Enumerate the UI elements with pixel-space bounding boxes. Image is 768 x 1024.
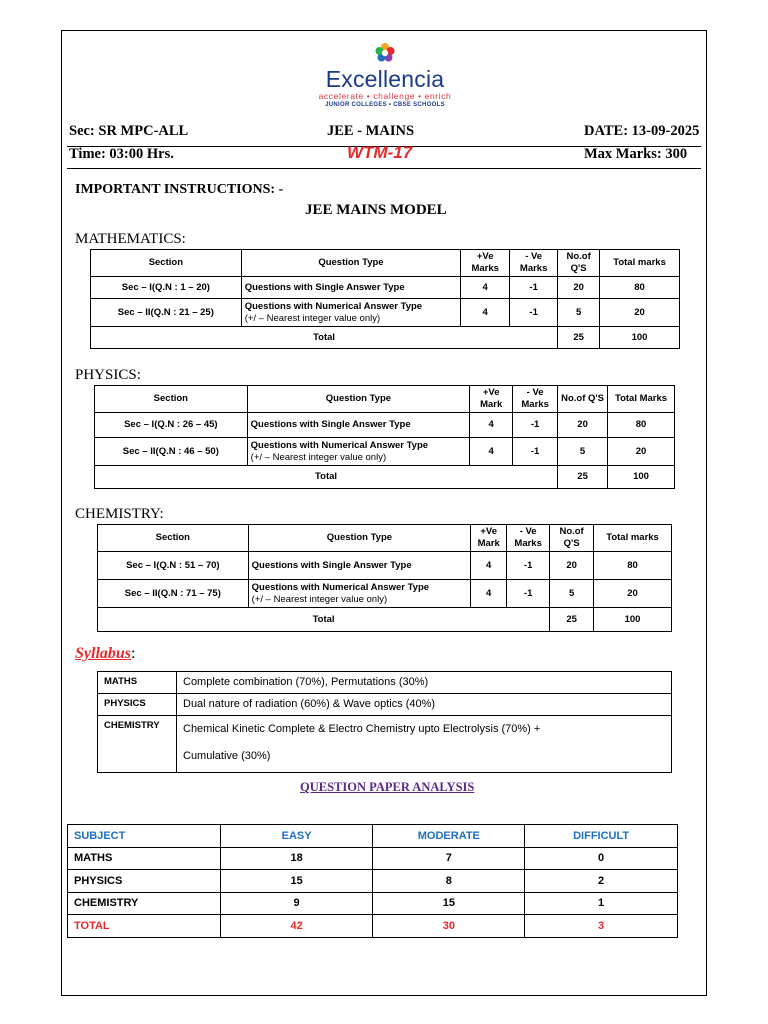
positive-marks-cell: 4 (471, 580, 507, 608)
column-header: +Ve Marks (461, 250, 510, 277)
section-cell: Sec – I(Q.N : 1 – 20) (91, 277, 242, 299)
total-row (68, 915, 678, 938)
question-type-cell (248, 580, 471, 608)
negative-marks-cell: -1 (507, 552, 550, 580)
total-count: 25 (550, 608, 594, 632)
table-row (91, 299, 680, 327)
column-header: No.of Q'S (558, 250, 600, 277)
table-header-row (91, 250, 680, 277)
flower-logo-icon (374, 42, 396, 66)
total-easy: 42 (220, 915, 373, 938)
total-marks-cell: 80 (608, 413, 675, 438)
test-code: WTM-17 (347, 143, 413, 162)
syllabus-topics-line: Cumulative (30%) (183, 750, 271, 762)
total-moderate: 30 (373, 915, 525, 938)
column-header: No.of Q'S (558, 386, 608, 413)
table-row (98, 694, 672, 716)
table-row (98, 672, 672, 694)
moderate-cell: 15 (373, 892, 525, 915)
physics-heading: PHYSICS: (75, 367, 141, 383)
total-row (95, 466, 675, 489)
total-row (91, 327, 680, 349)
syllabus-subject: MATHS (98, 672, 177, 694)
total-label: Total (95, 466, 558, 489)
question-type-text: Questions with Numerical Answer Type (244, 300, 423, 312)
negative-marks-cell: -1 (513, 438, 558, 466)
table-row (95, 413, 675, 438)
column-header: Total Marks (608, 386, 675, 413)
question-count-cell: 5 (558, 438, 608, 466)
chemistry-table (97, 524, 672, 632)
mathematics-table (90, 249, 680, 349)
total-label: TOTAL (68, 915, 221, 938)
syllabus-topics: Dual nature of radiation (60%) & Wave optics (40%) (177, 694, 672, 716)
syllabus-heading: Syllabus (75, 645, 132, 662)
total-label: Total (98, 608, 550, 632)
question-count-cell: 20 (558, 413, 608, 438)
positive-marks-cell: 4 (461, 299, 510, 327)
positive-marks-cell: 4 (461, 277, 510, 299)
total-difficult: 3 (525, 915, 678, 938)
question-type-cell: Questions with Single Answer Type (247, 413, 470, 438)
syllabus-topics (177, 716, 672, 773)
syllabus-topics-line: Chemical Kinetic Complete & Electro Chemistry upto Electrolysis (70%) + (183, 723, 541, 735)
subject-cell: CHEMISTRY (68, 892, 221, 915)
syllabus-subject: PHYSICS (98, 694, 177, 716)
instructions-title: IMPORTANT INSTRUCTIONS: - (75, 182, 284, 197)
column-header: DIFFICULT (525, 825, 678, 848)
brand-tagline: accelerate • challenge • enrich (318, 91, 452, 101)
difficult-cell: 2 (525, 870, 678, 893)
question-type-cell (247, 438, 470, 466)
chemistry-heading: CHEMISTRY: (75, 506, 164, 522)
table-header-row (95, 386, 675, 413)
negative-marks-cell: -1 (507, 580, 550, 608)
column-header: No.of Q'S (550, 525, 594, 552)
total-label: Total (91, 327, 558, 349)
table-row (68, 892, 678, 915)
column-header: MODERATE (373, 825, 525, 848)
column-header: Total marks (600, 250, 680, 277)
column-header: Question Type (248, 525, 471, 552)
column-header: EASY (220, 825, 373, 848)
exam-name: JEE - MAINS (327, 123, 415, 139)
column-header: - Ve Marks (507, 525, 550, 552)
easy-cell: 15 (220, 870, 373, 893)
analysis-title: QUESTION PAPER ANALYSIS (300, 780, 475, 794)
brand-subline: JUNIOR COLLEGES • CBSE SCHOOLS (325, 102, 445, 108)
analysis-table (67, 824, 678, 938)
exam-duration: Time: 03:00 Hrs. (69, 146, 174, 162)
header-bottom-divider (67, 168, 701, 169)
total-marks: 100 (594, 608, 672, 632)
question-count-cell: 20 (558, 277, 600, 299)
question-count-cell: 5 (558, 299, 600, 327)
column-header: Question Type (241, 250, 461, 277)
syllabus-topics: Complete combination (70%), Permutations (30%) (177, 672, 672, 694)
total-count: 25 (558, 327, 600, 349)
total-marks-cell: 80 (594, 552, 672, 580)
column-header: - Ve Marks (513, 386, 558, 413)
subject-cell: PHYSICS (68, 870, 221, 893)
syllabus-colon: : (131, 645, 136, 662)
syllabus-heading-wrap (75, 645, 135, 663)
question-type-text: Questions with Numerical Answer Type (251, 581, 430, 593)
total-marks-cell: 20 (600, 299, 680, 327)
total-marks-cell: 20 (608, 438, 675, 466)
max-marks: Max Marks: 300 (584, 146, 688, 162)
positive-marks-cell: 4 (470, 413, 513, 438)
table-header-row (98, 525, 672, 552)
total-row (98, 608, 672, 632)
difficult-cell: 1 (525, 892, 678, 915)
total-count: 25 (558, 466, 608, 489)
total-marks-cell: 20 (594, 580, 672, 608)
section-cell: Sec – II(Q.N : 46 – 50) (95, 438, 248, 466)
question-type-note: (+/ – Nearest integer value only) (250, 451, 387, 463)
total-marks: 100 (608, 466, 675, 489)
difficult-cell: 0 (525, 847, 678, 870)
total-marks-cell: 80 (600, 277, 680, 299)
physics-table (94, 385, 675, 489)
question-type-note: (+/ – Nearest integer value only) (244, 312, 381, 324)
table-row (98, 552, 672, 580)
question-type-cell: Questions with Single Answer Type (241, 277, 461, 299)
table-row (91, 277, 680, 299)
column-header: SUBJECT (68, 825, 221, 848)
brand-logo (300, 42, 470, 120)
column-header: Section (91, 250, 242, 277)
syllabus-table (97, 671, 672, 773)
column-header: Section (95, 386, 248, 413)
mathematics-heading: MATHEMATICS: (75, 231, 186, 247)
section-cell: Sec – I(Q.N : 51 – 70) (98, 552, 249, 580)
question-type-cell: Questions with Single Answer Type (248, 552, 471, 580)
column-header: Total marks (594, 525, 672, 552)
table-row (95, 438, 675, 466)
negative-marks-cell: -1 (513, 413, 558, 438)
positive-marks-cell: 4 (471, 552, 507, 580)
model-title: JEE MAINS MODEL (305, 202, 447, 218)
question-count-cell: 5 (550, 580, 594, 608)
column-header: +Ve Mark (471, 525, 507, 552)
moderate-cell: 7 (373, 847, 525, 870)
easy-cell: 18 (220, 847, 373, 870)
column-header: Question Type (247, 386, 470, 413)
exam-date: DATE: 13-09-2025 (584, 123, 700, 139)
syllabus-subject: CHEMISTRY (98, 716, 177, 773)
column-header: - Ve Marks (510, 250, 558, 277)
table-row (98, 580, 672, 608)
question-type-note: (+/ – Nearest integer value only) (251, 593, 388, 605)
question-count-cell: 20 (550, 552, 594, 580)
column-header: +Ve Mark (470, 386, 513, 413)
total-marks: 100 (600, 327, 680, 349)
table-row (68, 847, 678, 870)
subject-cell: MATHS (68, 847, 221, 870)
moderate-cell: 8 (373, 870, 525, 893)
brand-name: Excellencia (325, 66, 445, 92)
section-info: Sec: SR MPC-ALL (69, 123, 189, 139)
section-cell: Sec – II(Q.N : 71 – 75) (98, 580, 249, 608)
table-row (68, 870, 678, 893)
negative-marks-cell: -1 (510, 299, 558, 327)
negative-marks-cell: -1 (510, 277, 558, 299)
table-row (98, 716, 672, 773)
table-header-row (68, 825, 678, 848)
easy-cell: 9 (220, 892, 373, 915)
positive-marks-cell: 4 (470, 438, 513, 466)
column-header: Section (98, 525, 249, 552)
section-cell: Sec – I(Q.N : 26 – 45) (95, 413, 248, 438)
section-cell: Sec – II(Q.N : 21 – 25) (91, 299, 242, 327)
question-type-text: Questions with Numerical Answer Type (250, 439, 429, 451)
question-type-cell (241, 299, 461, 327)
